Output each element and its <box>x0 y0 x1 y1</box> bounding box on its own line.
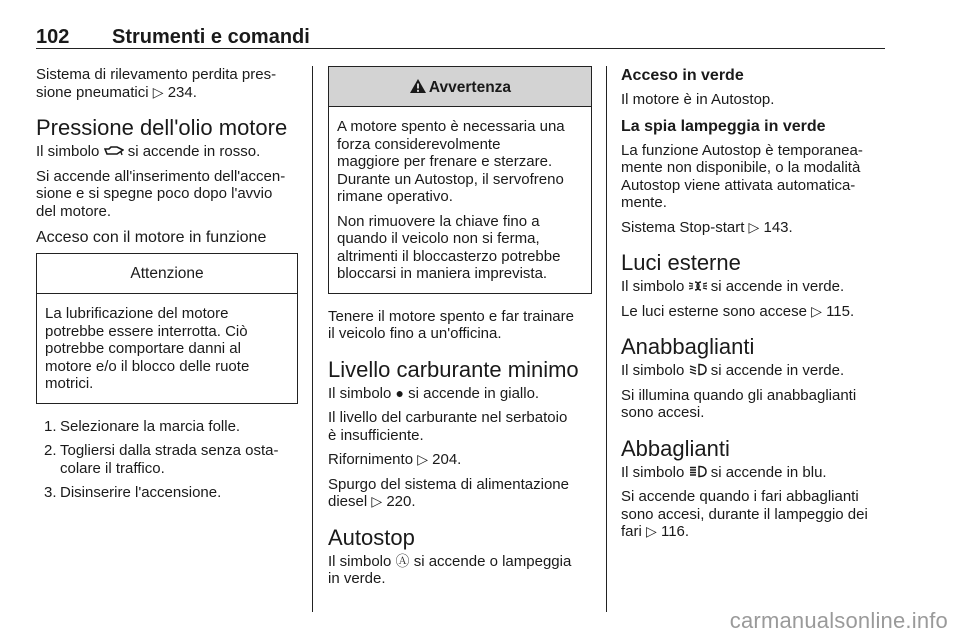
warning-box <box>328 66 592 294</box>
diesel-bleed-reference: Spurgo del sistema di alimentazione diesel ▷ 220. <box>328 475 569 510</box>
fuel-low-text: Il livello del carburante nel serbatoio è insufficiente. <box>328 409 568 444</box>
parking-lights-icon <box>689 280 707 292</box>
caution-title: Attenzione <box>37 254 297 294</box>
section-heading-low-beam: Anabbaglianti <box>621 334 755 359</box>
ext-symbol-text: Il simbolo si accende in verde. <box>621 278 845 295</box>
page-ref-arrow-icon: ▷ <box>748 218 760 235</box>
warning-header <box>329 67 591 107</box>
page-ref-arrow-icon: ▷ <box>417 451 428 467</box>
warning-text-1: A motore spento è necessaria una forza considerevolmente maggiore per frenare e sterzare. Durante un Autostop, il servofreno rimane operativo. <box>337 118 565 205</box>
autostop-icon: Ⓐ <box>395 552 410 569</box>
refuel-reference: Rifornimento ▷ 204. <box>328 451 462 468</box>
header-rule <box>36 48 885 49</box>
page-ref-arrow-icon: ▷ <box>371 493 383 509</box>
page-link[interactable]: 204. <box>432 451 462 468</box>
low-beam-icon <box>689 363 707 376</box>
stop-start-reference: Sistema Stop-start ▷ 143. <box>621 218 793 236</box>
fuel-symbol-text: Il simbolo ● si accende in giallo. <box>328 384 540 402</box>
warning-triangle-icon <box>409 78 427 94</box>
section-heading-exterior-lights: Luci esterne <box>621 250 741 275</box>
page-title: Strumenti e comandi <box>112 26 310 48</box>
fuel-dot-icon: ● <box>395 384 404 401</box>
subheading-engine-running: Acceso con il motore in funzione <box>36 229 267 246</box>
page-link[interactable]: 115. <box>826 302 855 320</box>
page-link[interactable]: 220. <box>386 493 416 510</box>
column-divider <box>606 66 607 612</box>
column-divider <box>312 66 313 612</box>
low-beam-symbol-text: Il simbolo si accende in verde. <box>621 362 845 379</box>
oil-description: Si accende all'inserimento dell'accen- sione e si spegne poco dopo l'avvio del motore. <box>36 167 286 220</box>
warning-text-2: Non rimuovere la chiave fino a quando il veicolo non si ferma, altrimenti il bloccasterzo potrebbe bloccarsi in maniera imprevista. <box>337 212 561 282</box>
section-heading-fuel: Livello carburante minimo <box>328 356 579 382</box>
page-ref-arrow-icon: ▷ <box>646 523 657 539</box>
low-beam-text: Si illumina quando gli anabbaglianti sono accesi. <box>621 386 857 421</box>
subheading-green-on: Acceso in verde <box>621 67 744 84</box>
autostop-symbol-text: Il simbolo Ⓐ si accende o lampeggia in verde. <box>328 552 572 587</box>
green-on-text: Il motore è in Autostop. <box>621 91 775 108</box>
page-header <box>36 22 884 54</box>
page-link[interactable]: 234. <box>167 83 197 101</box>
list-item: 2. Togliersi dalla strada senza osta- colare il traffico. <box>44 442 279 477</box>
page-link[interactable]: 143. <box>763 218 793 236</box>
subheading-green-blink: La spia lampeggia in verde <box>621 117 826 135</box>
page-ref-arrow-icon: ▷ <box>152 83 164 100</box>
steps-list <box>36 418 298 502</box>
high-beam-symbol-text: Il simbolo si accende in blu. <box>621 463 827 481</box>
green-blink-text: La funzione Autostop è temporanea- mente non disponibile, o la modalità Autostop viene attivata automatica- mente. <box>621 141 863 211</box>
high-beam-icon <box>689 465 707 478</box>
watermark: carmanualsonline.info <box>729 608 948 633</box>
column-middle <box>328 66 592 595</box>
page-link[interactable]: 116. <box>660 523 690 540</box>
column-right <box>621 66 891 548</box>
high-beam-text: Si accende quando i fari abbaglianti sono accesi, durante il lampeggio dei fari ▷ 116. <box>621 488 868 540</box>
page-ref-arrow-icon: ▷ <box>811 302 822 319</box>
column-left <box>36 66 298 509</box>
page-number: 102 <box>36 26 70 48</box>
section-heading-high-beam: Abbaglianti <box>621 435 730 461</box>
oil-can-icon <box>104 145 124 156</box>
list-item: 3. Disinserire l'accensione. <box>44 484 222 501</box>
list-item: 1. Selezionare la marcia folle. <box>44 417 241 435</box>
section-heading-autostop: Autostop <box>328 524 415 550</box>
caution-box <box>36 253 298 404</box>
section-heading-oil-pressure: Pressione dell'olio motore <box>36 115 288 140</box>
warning-title: Avvertenza <box>428 79 512 96</box>
tow-text: Tenere il motore spento e far trainare il veicolo fino a un'officina. <box>328 307 574 342</box>
caution-text: La lubrificazione del motore potrebbe essere interrotta. Ciò potrebbe comportare danni al motore e/o il blocco delle ruote motrici. <box>45 305 250 392</box>
tpms-reference: Sistema di rilevamento perdita pres- sione pneumatici ▷ 234. <box>36 66 277 101</box>
ext-lights-reference: Le luci esterne sono accese ▷ 115. <box>621 302 855 320</box>
oil-symbol-text: Il simbolo si accende in rosso. <box>36 143 261 160</box>
